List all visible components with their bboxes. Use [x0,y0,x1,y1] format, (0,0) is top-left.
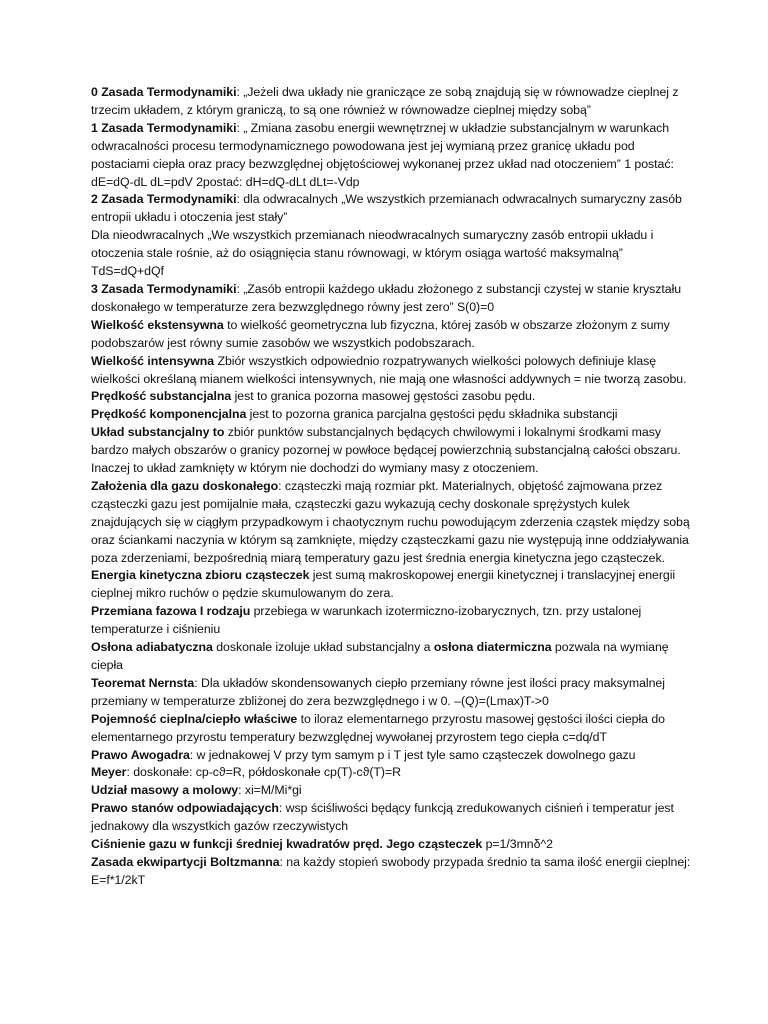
paragraph-first-law [91,120,691,192]
term-secondary: osłona diatermiczna [433,640,552,655]
term: Wielkość intensywna [91,353,215,368]
term: 2 Zasada Termodynamiki [91,192,237,207]
definition: to wielkość geometryczna lub fizyczna, której zasób w obszarze złożonym z sumy podobszarów jest równy sumie zasobów we wszystkich podobszarach. [91,317,670,350]
paragraph-equipartition [91,854,691,890]
term: Energia kinetyczna zbioru cząsteczek [91,568,310,583]
definition: zbiór punktów substancjalnych będących chwilowymi i lokalnymi środkami masy bardzo małych obszarów o granicy pozornej w powłoce będącej powierzchnią substancjalną całości obszaru. Inaczej to układ zamknięty w którym nie dochodzi do wymiany masy z otoczeniem. [91,425,681,476]
term: 0 Zasada Termodynamiki [91,85,237,99]
term: Teoremat Nernsta [91,675,195,690]
term: Pojemność cieplna/ciepło właściwe [91,711,298,726]
term: Udział masowy a molowy [91,783,239,798]
term: Prędkość substancjalna [91,389,232,404]
definition: jest sumą makroskopowej energii kinetycznej i translacyjnej energii cieplnej mikro ruchów o pędzie skumulowanym do zera. [91,568,676,601]
definition: : „Jeżeli dwa układy nie graniczące ze sobą znajdują się w równowadze cieplnej z trzecim układem, z którym graniczą, to są one również w równowadze cieplnej między sobą” [91,85,679,117]
paragraph-extensive-quantity [91,317,691,353]
paragraph-meyer [91,764,691,782]
definition: jest to granica pozorna masowej gęstości zasobu pędu. [231,389,536,404]
paragraph-second-law-irreversible [91,227,691,281]
paragraph-substantial-system [91,424,691,478]
definition: : xi=M/Mi*gi [238,783,302,798]
term: Prawo Awogadra [91,747,190,762]
paragraph-mass-mole-fraction [91,782,691,800]
paragraph-zeroth-law [91,84,691,120]
term: Wielkość ekstensywna [91,317,224,332]
document-page [91,84,691,890]
term: Prędkość komponencjalna [91,407,247,422]
paragraph-nernst-theorem [91,675,691,711]
paragraph-second-law [91,191,691,227]
term: Osłona adiabatyczna [91,640,213,655]
definition: to iloraz elementarnego przyrostu masowej gęstości ilości ciepła do elementarnego przyrostu temperatury bezwzględnej wywołanej przyrostem tego ciepła c=dq/dT [91,711,665,744]
paragraph-third-law [91,281,691,317]
paragraph-component-velocity [91,406,691,424]
definition: : dla odwracalnych „We wszystkich przemianach odwracalnych sumaryczny zasób entropii układu i otoczenia jest stały” [91,192,682,225]
paragraph-heat-capacity [91,711,691,747]
paragraph-intensive-quantity [91,353,691,389]
term: Założenia dla gazu doskonałego [91,478,279,493]
term: Prawo stanów odpowiadających [91,801,279,816]
paragraph-avogadro-law [91,747,691,765]
definition: : doskonałe: cp-cϑ=R, półdoskonałe cp(T)-cϑ(T)=R [126,765,401,780]
paragraph-phase-transition [91,603,691,639]
paragraph-substantial-velocity [91,388,691,406]
paragraph-corresponding-states [91,800,691,836]
term: Układ substancjalny to [91,425,225,440]
definition: : wsp ściśliwości będący funkcją zredukowanych ciśnień i temperatur jest jednakowy dla wszystkich gazów rzeczywistych [91,801,674,834]
term: 1 Zasada Termodynamiki [91,120,237,135]
term: 3 Zasada Termodynamiki [91,281,237,296]
definition: Zbiór wszystkich odpowiednio rozpatrywanych wielkości polowych definiuje klasę wielkości określaną mianem wielkości intensywnych, nie mają one własności addywnych = nie tworzą zasobu. [91,353,687,386]
term: Zasada ekwipartycji Boltzmanna [91,854,280,869]
definition: przebiega w warunkach izotermiczno-izobarycznych, tzn. przy ustalonej temperaturze i ciśnieniu [91,604,642,637]
definition-secondary: pozwala na wymianę ciepła [91,640,669,672]
term: Przemiana fazowa I rodzaju [91,604,251,619]
paragraph-gas-pressure [91,836,691,854]
paragraph-adiabatic-wall [91,639,691,675]
definition: : „Zasób entropii każdego układu złożonego z substancji czystej w stanie kryształu doskonałego w temperaturze zera bezwzględnego równy jest zero” S(0)=0 [91,281,682,314]
definition: p=1/3mnδ^2 [482,837,553,852]
definition: : cząsteczki mają rozmiar pkt. Materialnych, objętość zajmowana przez cząsteczki gazu jest pomijalnie mała, cząsteczki gazu wykazują cechy doskonale sprężystych kulek znajdujących się w ciągłym przypadkowym i chaotycznym ruchu powodującym zderzenia cząstek między sobą oraz ściankami naczynia w którym są zamknięte, między cząsteczkami gazu nie występują inne oddziaływania poza zderzeniami, bezpośrednią miarą temperatury gazu jest średnia energia kinetyczna jego cząsteczek. [91,478,690,565]
term: Meyer [91,765,127,780]
term: Ciśnienie gazu w funkcji średniej kwadratów pręd. Jego cząsteczek [91,837,483,852]
definition: : w jednakowej V przy tym samym p i T jest tyle samo cząsteczek dowolnego gazu [189,747,636,762]
definition: doskonale izoluje układ substancjalny a [212,640,434,655]
paragraph-kinetic-energy [91,567,691,603]
definition: : Dla układów skondensowanych ciepło przemiany równe jest ilości pracy maksymalnej przemiany w temperaturze zbliżonej do zera bezwzględnego i w 0. –(Q)=(Lmax)T->0 [91,675,665,708]
definition: : na każdy stopień swobody przypada średnio ta sama ilość energii cieplnej: E=f*1/2kT [91,854,691,887]
paragraph-ideal-gas-assumptions [91,478,691,568]
definition: : „ Zmiana zasobu energii wewnętrznej w układzie substancjalnym w warunkach odwracalności procesu termodynamicznego powodowana jest jej wymianą przez granicę układu pod postaciami ciepła oraz pracy bezwzględnej objętościowej wykonanej przez układ nad otoczeniem” 1 postać: dE=dQ-dL dL=pdV 2postać: dH=dQ-dLt dLt=-Vdp [91,120,674,189]
definition: Dla nieodwracalnych „We wszystkich przemianach nieodwracalnych sumaryczny zasób entropii układu i otoczenia stale rośnie, aż do osiągnięcia stanu równowagi, w którym osiąga wartość maksymalną” TdS=dQ+dQf [91,228,654,279]
definition: jest to pozorna granica parcjalna gęstości pędu składnika substancji [246,407,618,422]
